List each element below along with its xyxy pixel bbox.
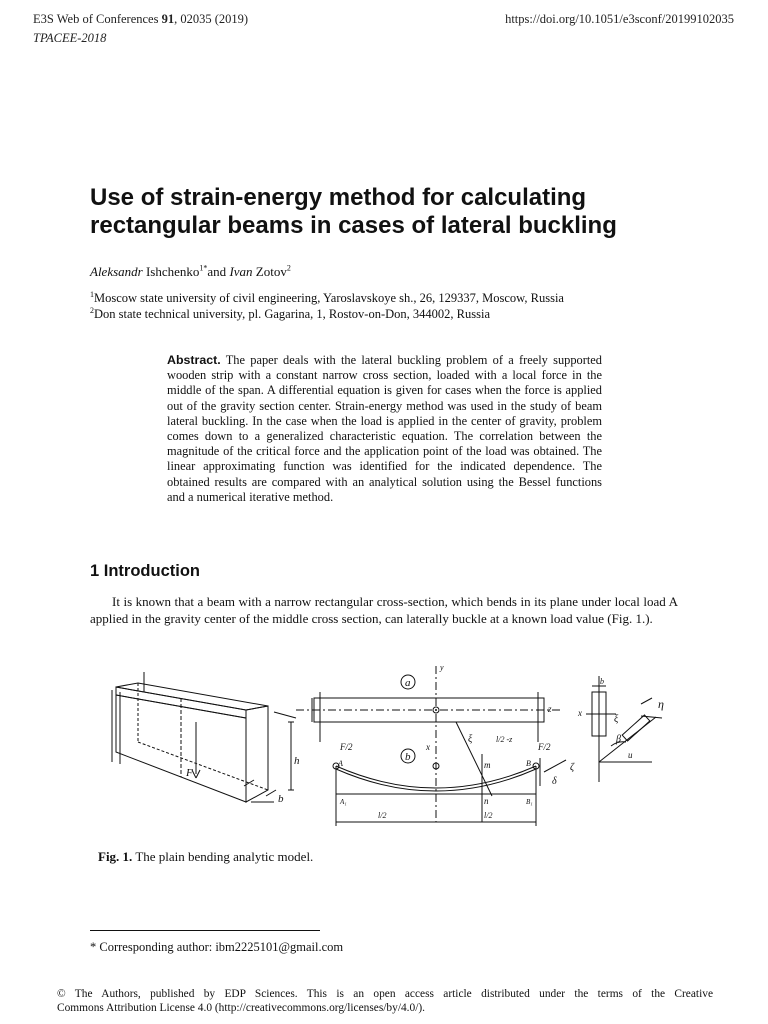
- fig-label-bcirc: b: [405, 751, 411, 763]
- doi-link[interactable]: https://doi.org/10.1051/e3sconf/20199102035: [505, 12, 734, 26]
- intro-paragraph: It is known that a beam with a narrow rectangular cross-section, which bends in its plane under local load A applied in the gravity center of the middle cross section, can laterally buckle at a known load value (Fig. 1.).: [90, 594, 678, 626]
- title-line-2: rectangular beams in cases of lateral buckling: [90, 212, 617, 239]
- fig-label-half-right: l/2: [484, 811, 493, 820]
- affiliation-2-text: Don state technical university, pl. Gagarina, 1, Rostov-on-Don, 344002, Russia: [94, 307, 490, 321]
- fig-label-zeta: ζ: [570, 762, 575, 773]
- fig-label-lz: l/2 -z: [496, 735, 513, 744]
- fig-label-xi: ξ: [468, 734, 473, 745]
- fig-label-A: A: [338, 759, 343, 768]
- title-line-1: Use of strain-energy method for calculating: [90, 184, 587, 211]
- abstract-text: The paper deals with the lateral buckling problem of a freely supported wooden strip with a constant narrow cross section, loaded with a local force in the middle of the span. A differential equation is given for cases when the force is applied out of the gravity section center. Strain-energy method was used in the study of beam lateral buckling. In the case when the load is applied in the center of gravity, problem comes down to a generalized characteristic equation. The correlation between the magnitude of the critical force and the application point of the load was obtained. The linear approximating function was identified for the indicated dependence. The obtained results are compared with an analytical solution using the Bessel functions and a numerical iterative method.: [167, 353, 602, 504]
- footnote: [90, 940, 343, 955]
- fig-label-eta: η: [658, 697, 664, 711]
- fig-label-beta: β: [616, 734, 621, 745]
- footnote-divider: [90, 930, 320, 931]
- beam-3d-drawing: [112, 672, 296, 802]
- fig-label-z: z: [548, 704, 552, 714]
- footnote-marker: *: [90, 940, 97, 954]
- fig-label-b: b: [278, 793, 284, 805]
- journal-citation: [33, 12, 248, 27]
- beam-figure: [96, 662, 674, 834]
- journal-volume: 91: [161, 12, 175, 26]
- abstract-label: Abstract.: [167, 353, 221, 367]
- author-1-first: Aleksandr: [90, 264, 143, 279]
- license-line-2: Commons Attribution License 4.0 (http://creativecommons.org/licenses/by/4.0/).: [57, 1001, 426, 1014]
- license-line-1: © The Authors, published by EDP Sciences. This is an open access article distributed under the terms of the Creative: [57, 988, 713, 1000]
- fig-label-b-section: b: [600, 677, 604, 686]
- paper-title: [90, 184, 680, 240]
- fig-label-x: x: [426, 742, 430, 752]
- author-2-sup: 2: [286, 263, 291, 273]
- fig-label-F: F: [186, 767, 193, 779]
- author-1-sup: 1*: [199, 263, 208, 273]
- affiliation-1-sup: 1: [90, 289, 94, 299]
- section-heading: 1 Introduction: [90, 562, 200, 580]
- author-1-surname: Ishchenko: [142, 264, 200, 279]
- fig-label-f2-right: F/2: [538, 742, 551, 752]
- abstract: [167, 353, 602, 505]
- caption-text: The plain bending analytic model.: [132, 849, 314, 864]
- author-joiner: and: [207, 264, 230, 279]
- fig-label-A1: A₁: [340, 798, 347, 806]
- fig-label-xi-section: ξ: [614, 714, 619, 725]
- figure-caption: [98, 849, 313, 865]
- cross-section-drawing: [586, 676, 662, 782]
- affiliation-2: [90, 307, 490, 322]
- fig-label-B1: B₁: [526, 798, 533, 806]
- author-2-surname: Zotov: [252, 264, 287, 279]
- footnote-text: Corresponding author: ibm2225101@gmail.com: [96, 940, 344, 954]
- fig-label-f2-left: F/2: [340, 742, 353, 752]
- affiliation-1: [90, 291, 564, 306]
- fig-label-h: h: [294, 755, 300, 767]
- fig-label-B: B: [526, 759, 531, 768]
- fig-label-y: y: [440, 663, 444, 672]
- fig-label-m: m: [484, 760, 491, 770]
- fig-label-delta: δ: [552, 776, 557, 787]
- license-notice: [57, 988, 713, 1015]
- fig-label-x-section: x: [578, 708, 582, 718]
- author-list: [90, 264, 291, 280]
- article-number: , 02035 (2019): [174, 12, 249, 26]
- affiliation-2-sup: 2: [90, 305, 94, 315]
- fig-label-half-left: l/2: [378, 811, 387, 820]
- author-2-first: Ivan: [229, 264, 253, 279]
- fig-label-n: n: [484, 796, 489, 806]
- conference-name: TPACEE-2018: [33, 31, 107, 45]
- caption-label: Fig. 1.: [98, 849, 133, 864]
- affiliation-1-text: Moscow state university of civil engineering, Yaroslavskoye sh., 26, 129337, Moscow, Russia: [94, 291, 564, 305]
- fig-label-a: a: [405, 677, 411, 689]
- fig-label-u: u: [628, 750, 633, 760]
- journal-name: E3S Web of Conferences: [33, 12, 162, 26]
